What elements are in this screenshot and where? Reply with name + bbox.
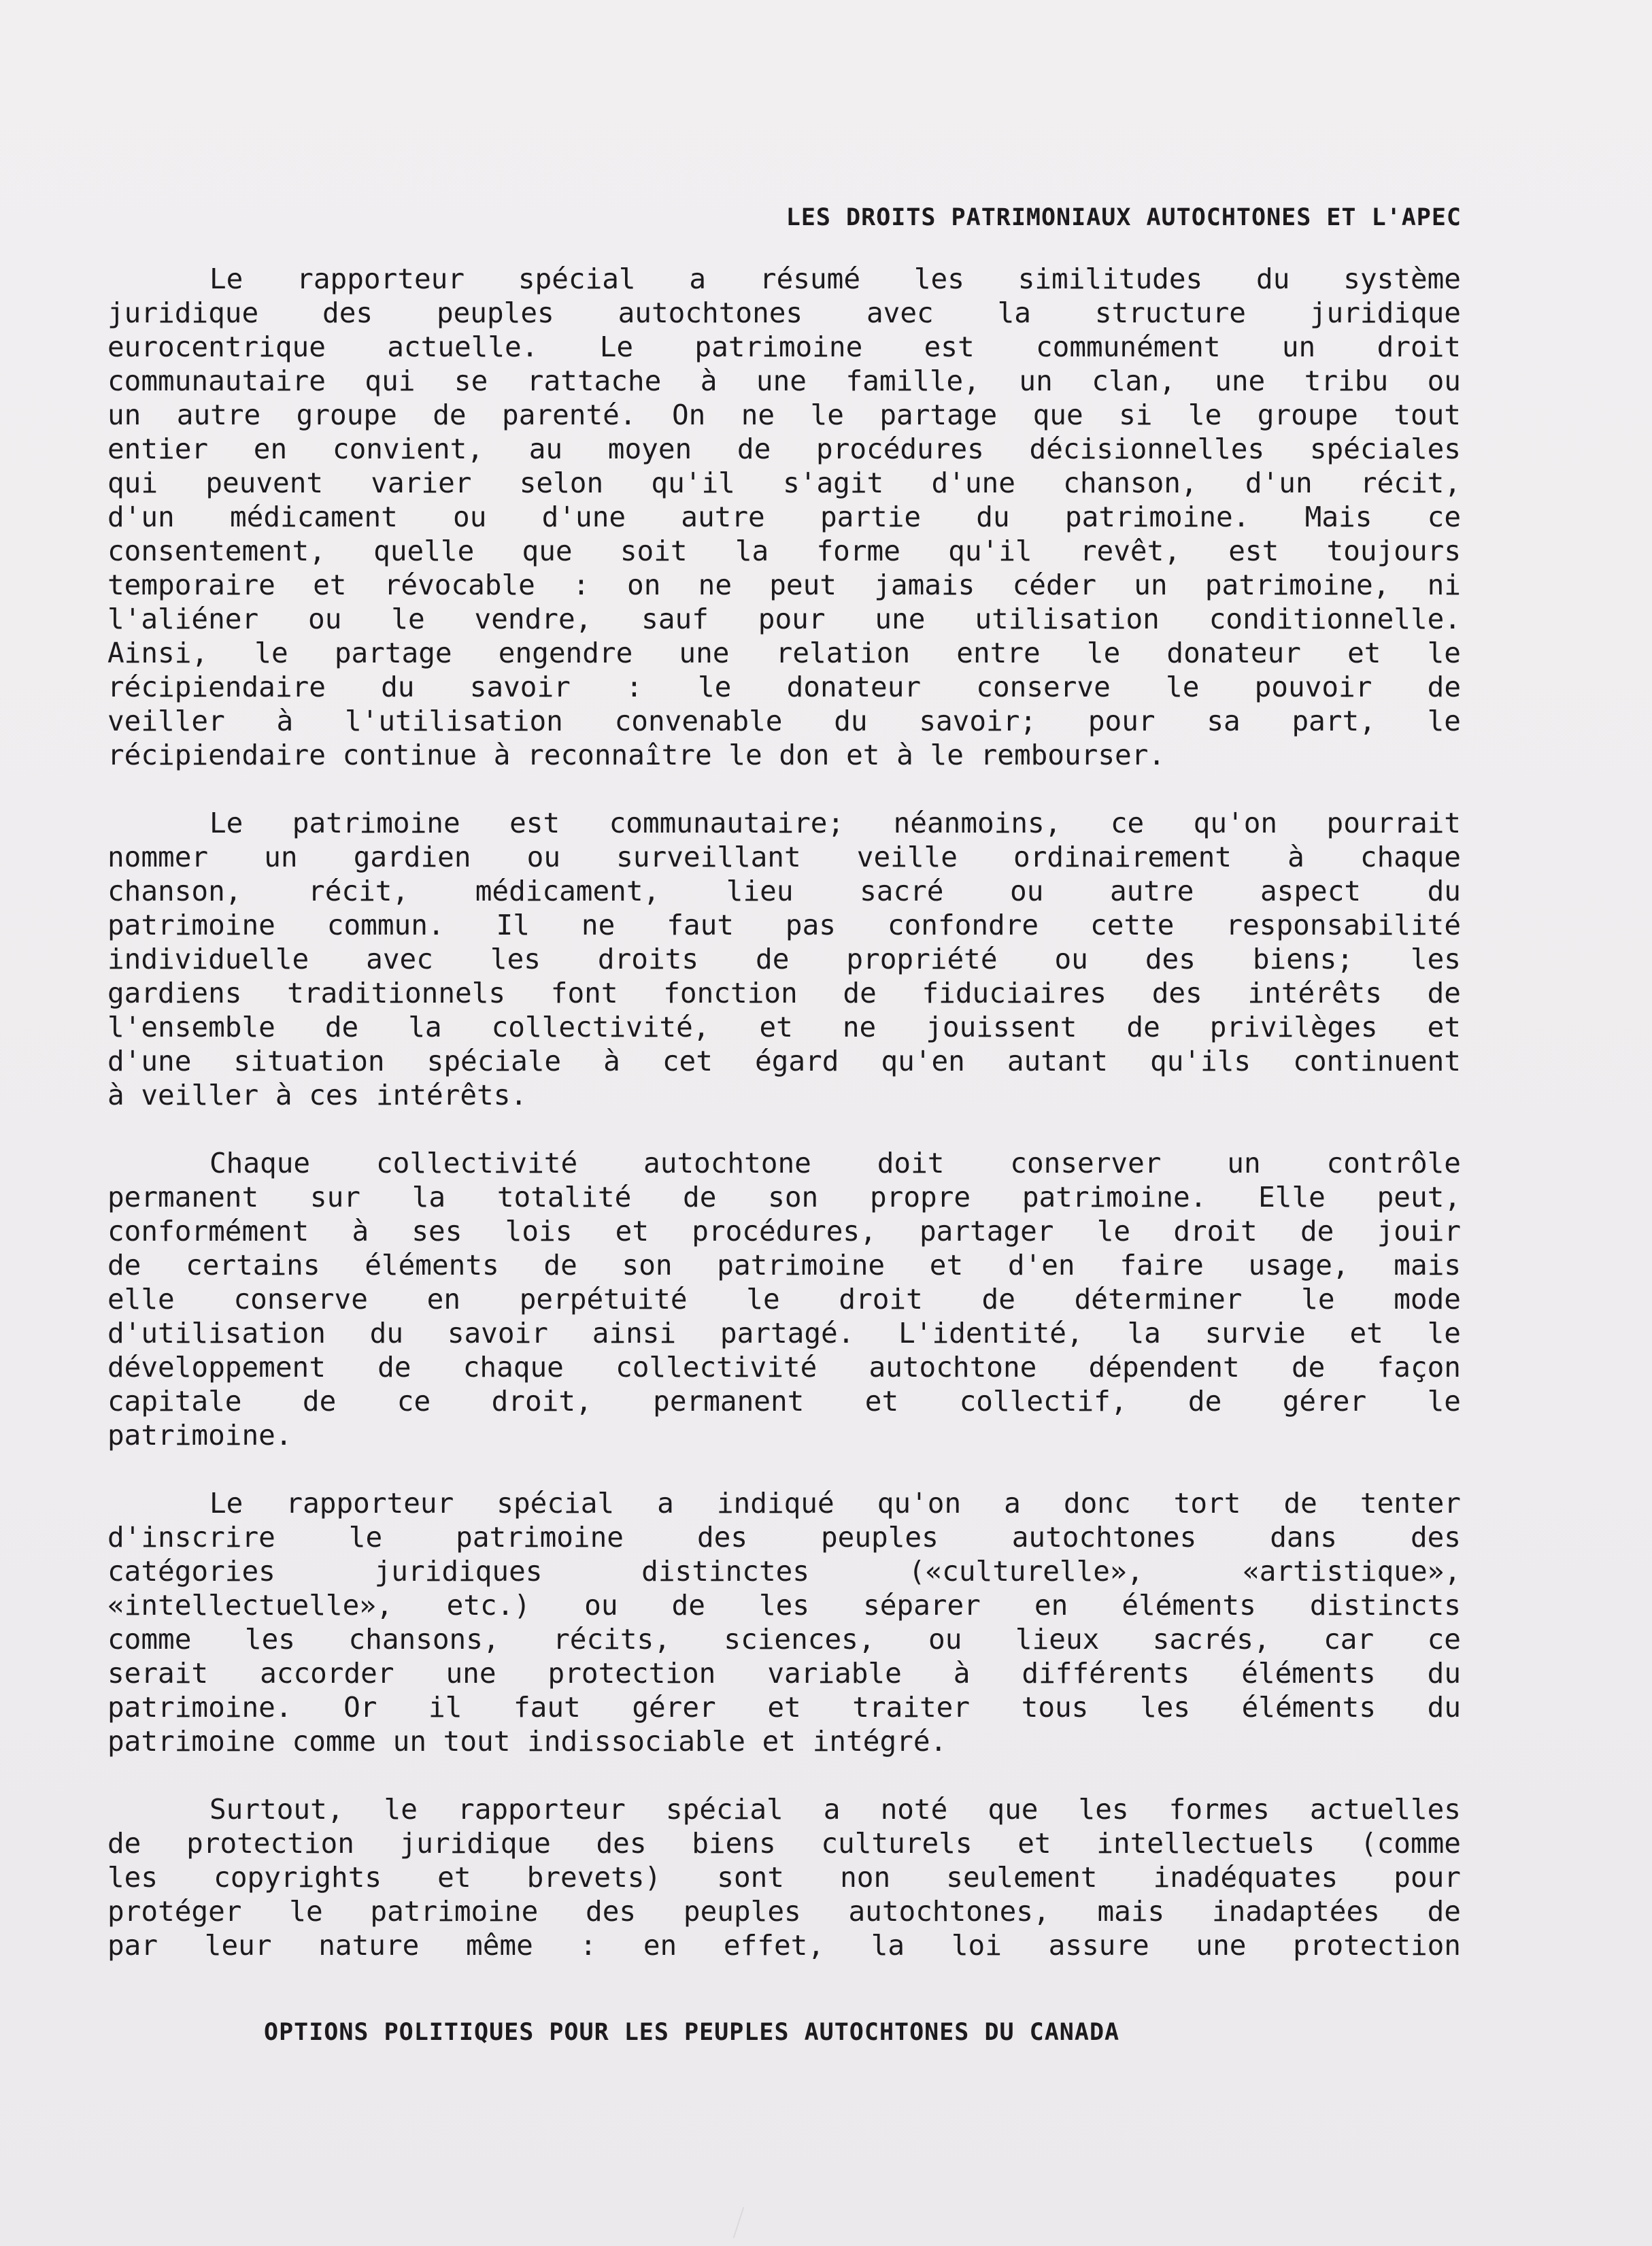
running-header-title: LES DROITS PATRIMONIAUX AUTOCHTONES ET L'APEC: [786, 204, 1462, 231]
text-line: récipiendaire continue à reconnaître le don et à le rembourser.: [107, 739, 1166, 771]
text-line: capitale de ce droit, permanent et collectif, de gérer le: [107, 1385, 1461, 1418]
text-line: consentement, quelle que soit la forme qu'il revêt, est toujours: [107, 535, 1461, 567]
text-line: permanent sur la totalité de son propre patrimoine. Elle peut,: [107, 1181, 1461, 1213]
text-line: catégories juridiques distinctes («culturelle», «artistique»,: [107, 1555, 1461, 1588]
paragraph-4: [107, 1486, 1461, 1758]
text-line: temporaire et révocable : on ne peut jamais céder un patrimoine, ni: [107, 569, 1461, 601]
text-line: Surtout, le rapporteur spécial a noté que les formes actuelles: [209, 1793, 1461, 1826]
text-line: d'utilisation du savoir ainsi partagé. L'identité, la survie et le: [107, 1317, 1461, 1350]
text-line: Le rapporteur spécial a résumé les similitudes du système: [209, 263, 1461, 295]
text-line: d'un médicament ou d'une autre partie du patrimoine. Mais ce: [107, 501, 1461, 533]
text-line: chanson, récit, médicament, lieu sacré ou autre aspect du: [107, 875, 1461, 907]
running-footer-title: OPTIONS POLITIQUES POUR LES PEUPLES AUTOCHTONES DU CANADA: [264, 2019, 1120, 2046]
text-line: l'aliéner ou le vendre, sauf pour une utilisation conditionnelle.: [107, 603, 1461, 635]
text-line: nommer un gardien ou surveillant veille ordinairement à chaque: [107, 841, 1461, 873]
text-line: protéger le patrimoine des peuples autochtones, mais inadaptées de: [107, 1895, 1461, 1928]
text-line: patrimoine commun. Il ne faut pas confondre cette responsabilité: [107, 909, 1461, 941]
text-line: eurocentrique actuelle. Le patrimoine est communément un droit: [107, 331, 1461, 363]
text-line: communautaire qui se rattache à une famille, un clan, une tribu ou: [107, 365, 1461, 397]
text-line: Ainsi, le partage engendre une relation entre le donateur et le: [107, 637, 1461, 669]
text-line: entier en convient, au moyen de procédures décisionnelles spéciales: [107, 433, 1461, 465]
text-line: développement de chaque collectivité autochtone dépendent de façon: [107, 1351, 1461, 1384]
text-line: qui peuvent varier selon qu'il s'agit d'une chanson, d'un récit,: [107, 467, 1461, 499]
text-line: Chaque collectivité autochtone doit conserver un contrôle: [209, 1147, 1461, 1179]
text-line: un autre groupe de parenté. On ne le partage que si le groupe tout: [107, 399, 1461, 431]
text-line: l'ensemble de la collectivité, et ne jouissent de privilèges et: [107, 1011, 1461, 1043]
text-line: les copyrights et brevets) sont non seulement inadéquates pour: [107, 1861, 1461, 1894]
text-line: serait accorder une protection variable à différents éléments du: [107, 1657, 1461, 1690]
text-line: patrimoine. Or il faut gérer et traiter tous les éléments du: [107, 1691, 1461, 1724]
text-line: conformément à ses lois et procédures, partager le droit de jouir: [107, 1215, 1461, 1247]
text-line: d'inscrire le patrimoine des peuples autochtones dans des: [107, 1521, 1461, 1554]
page-mark: [733, 2207, 765, 2238]
body-text: [107, 262, 1461, 1996]
text-line: de certains éléments de son patrimoine et d'en faire usage, mais: [107, 1249, 1461, 1281]
text-line: juridique des peuples autochtones avec la structure juridique: [107, 297, 1461, 329]
text-line: à veiller à ces intérêts.: [107, 1079, 528, 1111]
text-line: de protection juridique des biens culturels et intellectuels (comme: [107, 1827, 1461, 1860]
text-line: gardiens traditionnels font fonction de fiduciaires des intérêts de: [107, 977, 1461, 1009]
text-line: récipiendaire du savoir : le donateur conserve le pouvoir de: [107, 671, 1461, 703]
paragraph-3: [107, 1146, 1461, 1452]
text-line: individuelle avec les droits de propriété ou des biens; les: [107, 943, 1461, 975]
text-line: comme les chansons, récits, sciences, ou lieux sacrés, car ce: [107, 1623, 1461, 1656]
text-line: Le rapporteur spécial a indiqué qu'on a donc tort de tenter: [209, 1487, 1461, 1520]
paragraph-2: [107, 806, 1461, 1112]
text-line: d'une situation spéciale à cet égard qu'en autant qu'ils continuent: [107, 1045, 1461, 1077]
text-line: elle conserve en perpétuité le droit de déterminer le mode: [107, 1283, 1461, 1315]
text-line: patrimoine comme un tout indissociable et intégré.: [107, 1725, 947, 1758]
paragraph-1: [107, 262, 1461, 772]
text-line: «intellectuelle», etc.) ou de les séparer en éléments distincts: [107, 1589, 1461, 1622]
paragraph-5: [107, 1792, 1461, 1962]
text-line: patrimoine.: [107, 1419, 292, 1452]
text-line: Le patrimoine est communautaire; néanmoins, ce qu'on pourrait: [209, 807, 1461, 839]
text-line: veiller à l'utilisation convenable du savoir; pour sa part, le: [107, 705, 1461, 737]
text-line: par leur nature même : en effet, la loi assure une protection: [107, 1929, 1461, 1962]
